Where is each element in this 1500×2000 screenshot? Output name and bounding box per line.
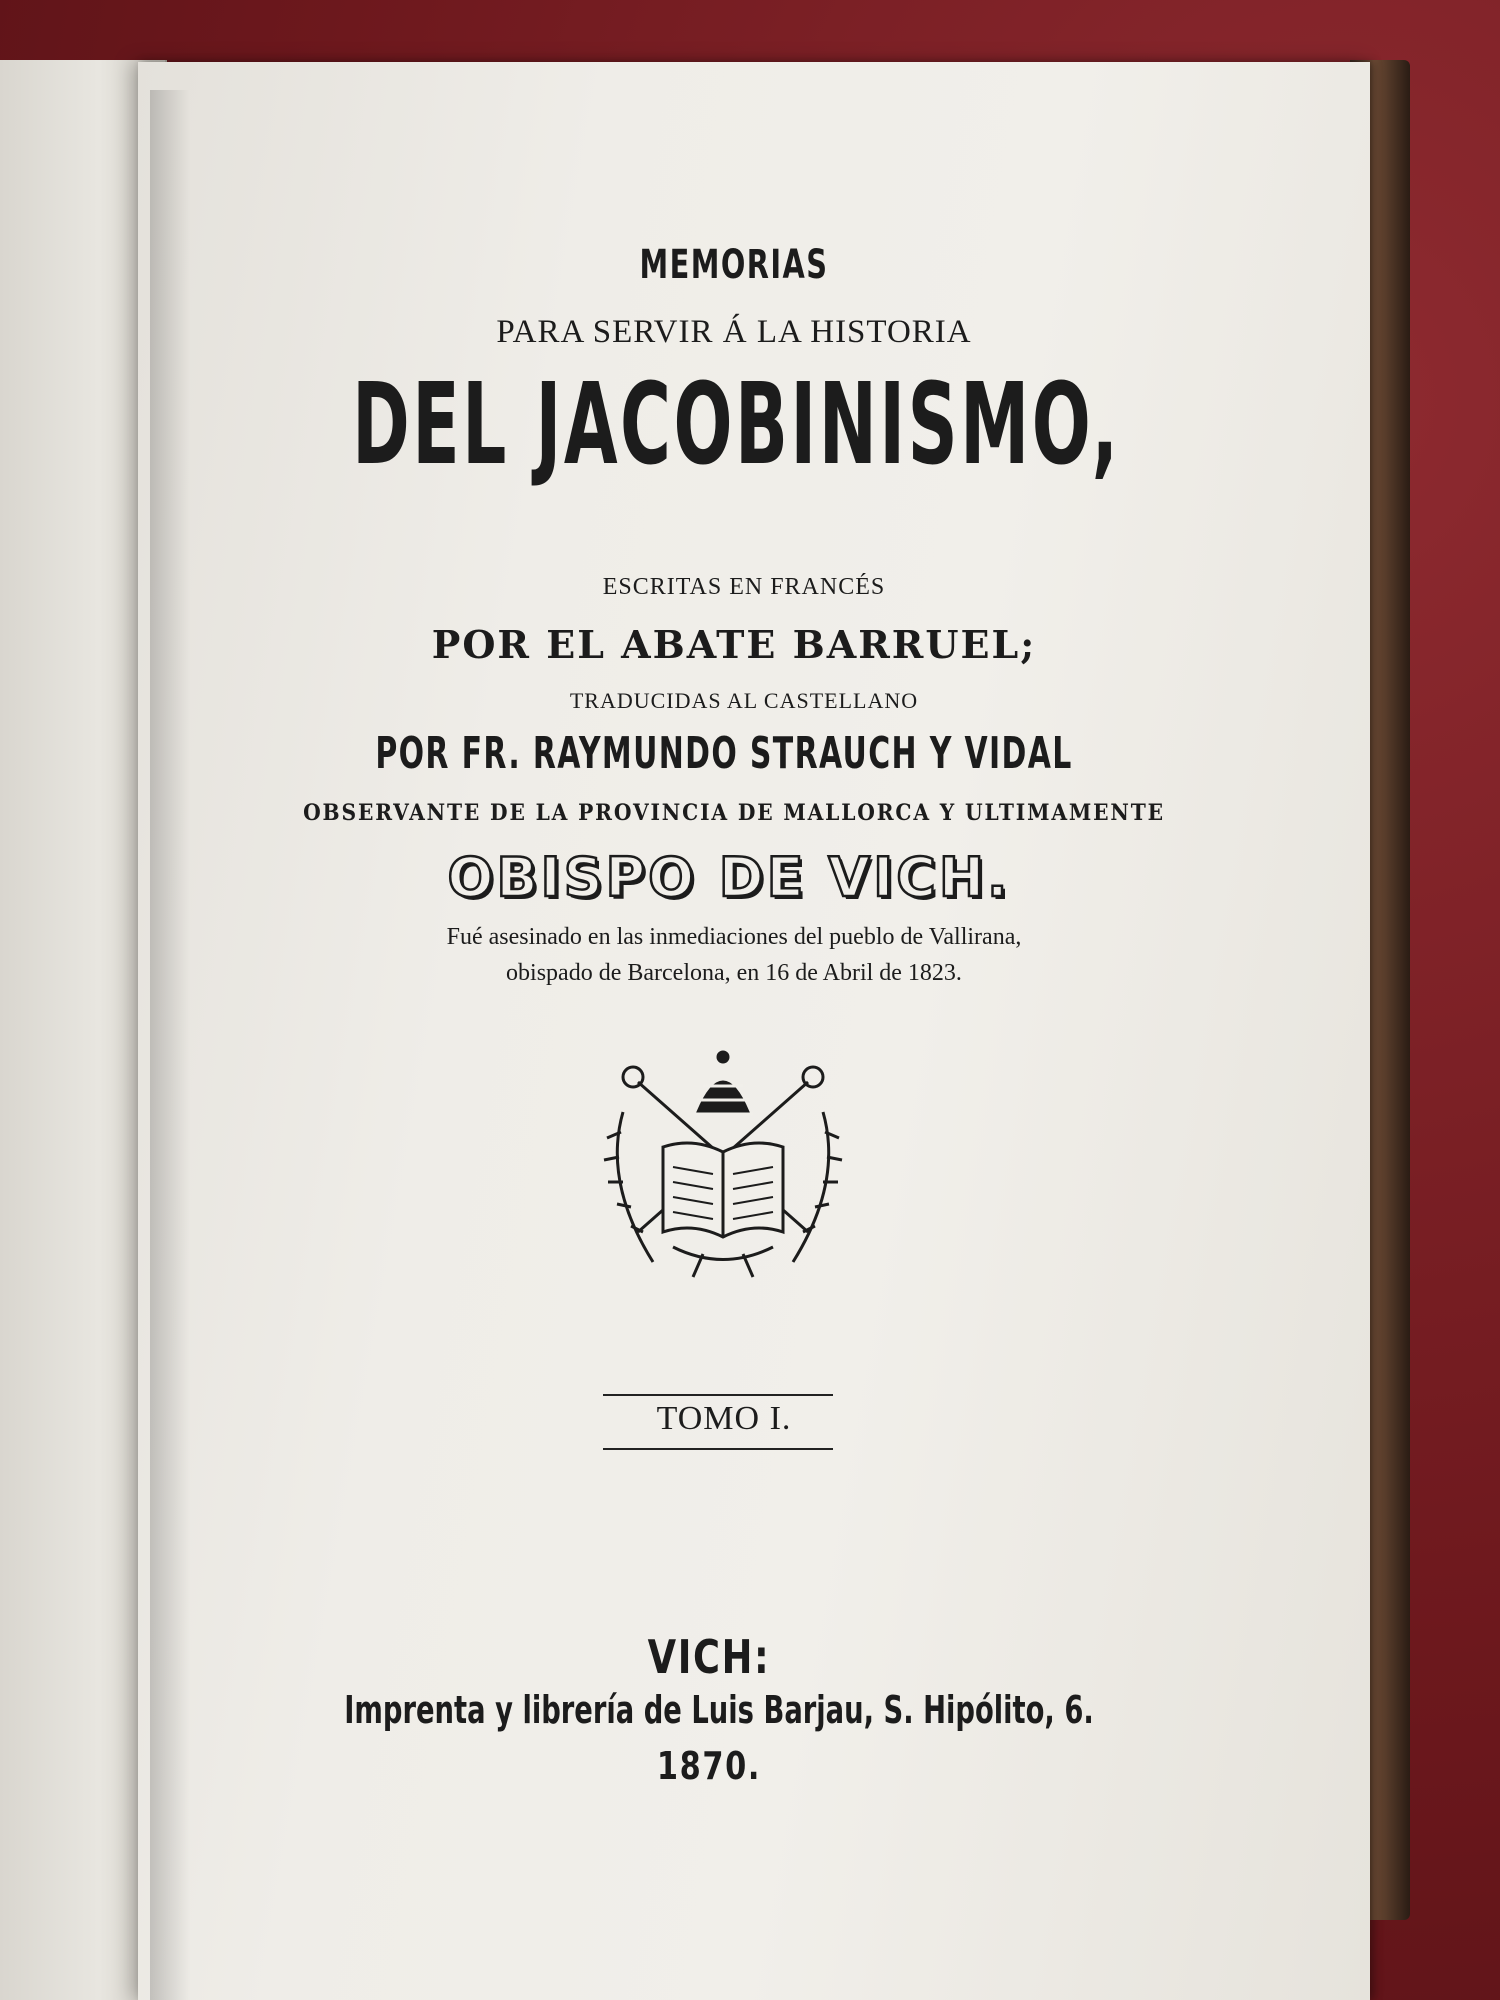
publication-year: 1870.	[656, 1744, 762, 1788]
author-line: POR EL ABATE BARRUEL;	[431, 622, 1037, 667]
main-title: DEL JACOBINISMO,	[352, 360, 1121, 490]
subtitle-line: PARA SERVIR Á LA HISTORIA	[496, 314, 972, 350]
translator-line: POR FR. RAYMUNDO STRAUCH Y VIDAL	[375, 728, 1073, 779]
translated-line: TRADUCIDAS AL CASTELLANO	[569, 688, 919, 713]
ecclesiastical-emblem-icon	[593, 1042, 853, 1282]
translator-role-line: OBSERVANTE DE LA PROVINCIA DE MALLORCA Y ULTIMAMENTE	[303, 800, 1165, 826]
divider-top	[603, 1394, 833, 1396]
note-line-2: obispado de Barcelona, en 16 de Abril de 1823.	[506, 960, 962, 986]
divider-bottom	[603, 1448, 833, 1450]
place-of-publication: VICH:	[647, 1630, 771, 1684]
volume-label: TOMO I.	[656, 1400, 792, 1437]
written-in-line: ESCRITAS EN FRANCÉS	[602, 574, 886, 600]
note-line-1: Fué asesinado en las inmediaciones del pueblo de Vallirana,	[446, 924, 1022, 950]
heading-memorias: MEMORIAS	[639, 242, 829, 288]
bishop-title: OBISPO DE VICH.	[447, 846, 1011, 909]
title-page-content	[138, 62, 1370, 2000]
printer-line: Imprenta y librería de Luis Barjau, S. Hipólito, 6.	[344, 1688, 1094, 1732]
